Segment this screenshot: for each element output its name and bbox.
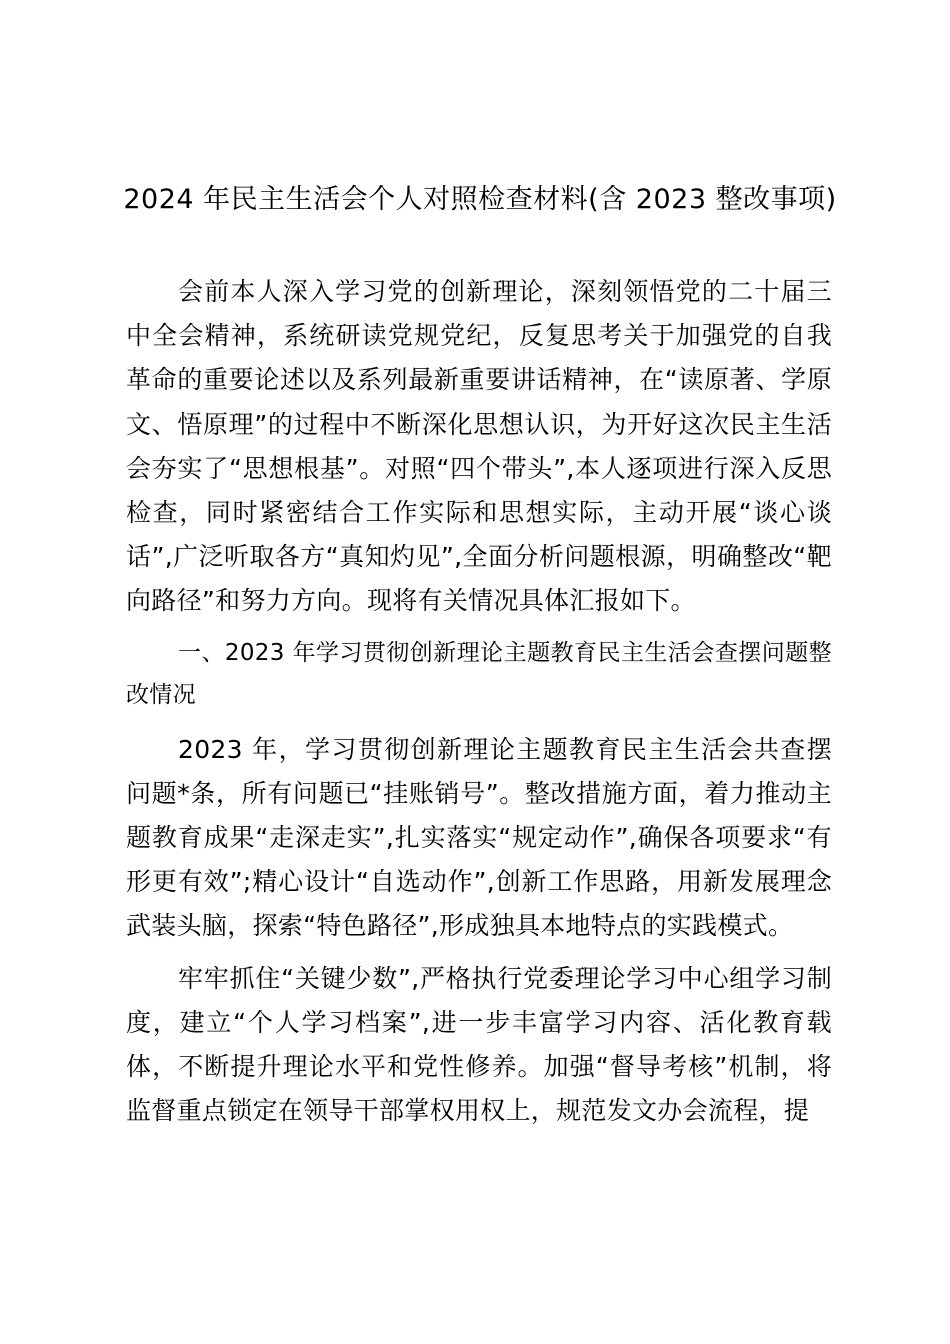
- rectification-summary-paragraph: 2023 年，学习贯彻创新理论主题教育民主生活会共查摆问题*条，所有问题已“挂账销号”。整改措施方面，着力推动主题教育成果“走深走实”,扎实落实“规定动作”,确保各项要求“有形更有效”;精心设计“自选动作”,创新工作思路，用新发展理念武装头脑，探索“特色路径”,形成独具本地特点的实践模式。: [126, 734, 832, 941]
- document-title: 2024 年民主生活会个人对照检查材料(含 2023 整改事项): [123, 184, 837, 215]
- key-minority-paragraph: 牢牢抓住“关键少数”,严格执行党委理论学习中心组学习制度，建立“个人学习档案”,进一步丰富学习内容、活化教育载体，不断提升理论水平和党性修养。加强“督导考核”机制，将监督重点锁定在领导干部掌权用权上，规范发文办会流程，提: [126, 963, 832, 1126]
- intro-paragraph: 会前本人深入学习党的创新理论，深刻领悟党的二十届三中全会精神，系统研读党规党纪，反复思考关于加强党的自我革命的重要论述以及系列最新重要讲话精神，在“读原著、学原文、悟原理”的过程中不断深化思想认识，为开好这次民主生活会夯实了“思想根基”。对照“四个带头”,本人逐项进行深入反思检查，同时紧密结合工作实际和思想实际，主动开展“谈心谈话”,广泛听取各方“真知灼见”,全面分析问题根源，明确整改“靶向路径”和努力方向。现将有关情况具体汇报如下。: [126, 277, 832, 616]
- document-body: [126, 270, 832, 1141]
- section-heading-1: 一、2023 年学习贯彻创新理论主题教育民主生活会查摆问题整改情况: [126, 639, 832, 708]
